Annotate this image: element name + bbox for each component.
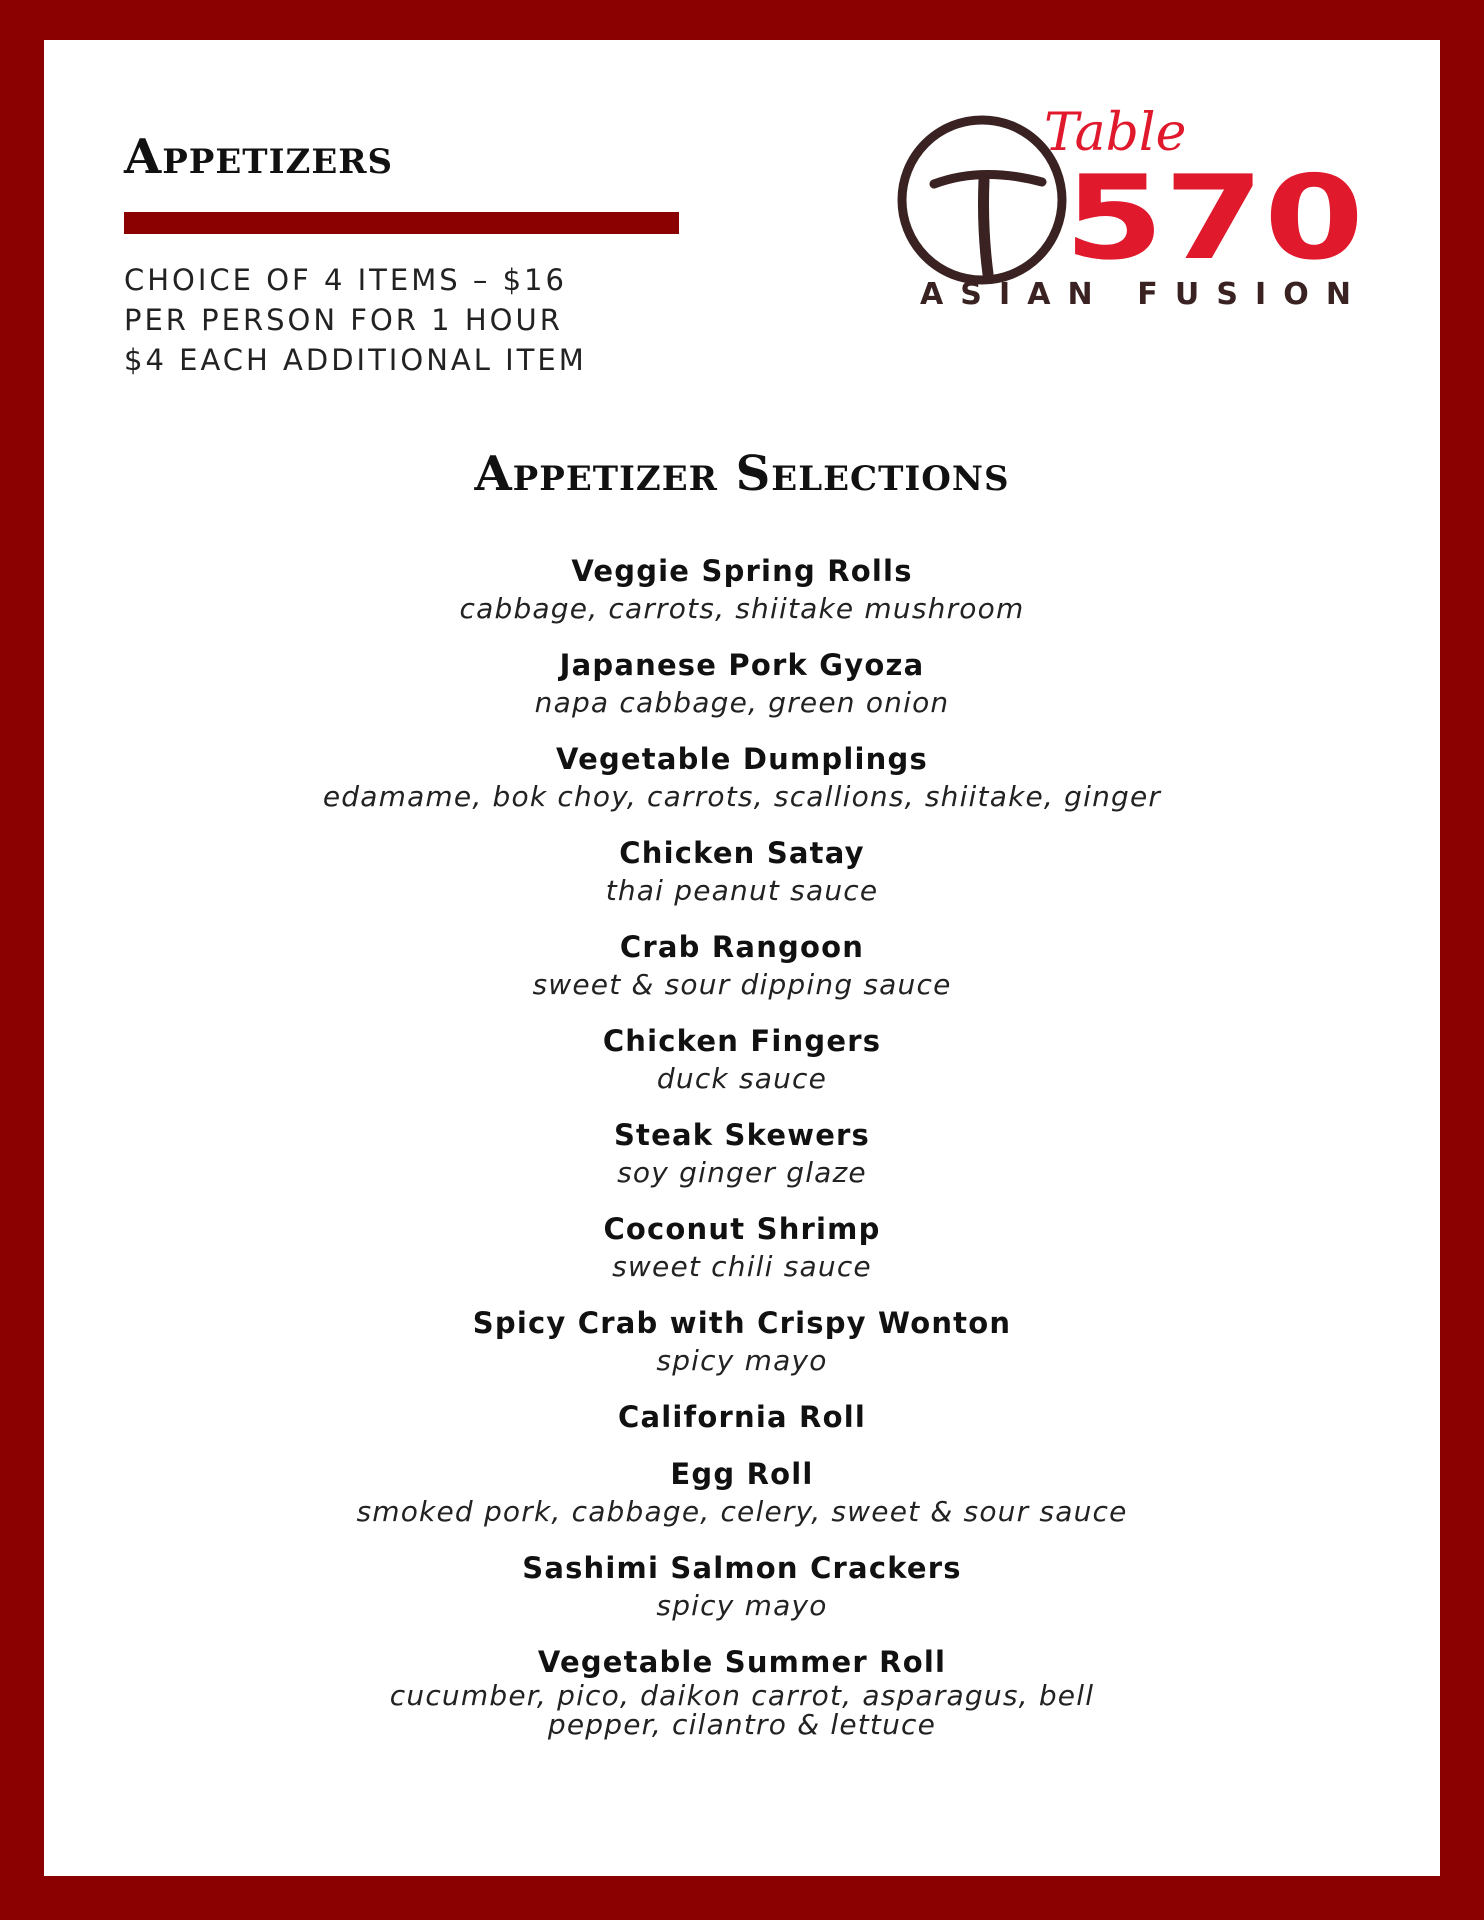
logo-script-word: Table bbox=[1044, 103, 1187, 163]
item-description: soy ginger glaze bbox=[617, 1156, 867, 1189]
page-title: Appetizers bbox=[124, 129, 394, 185]
pricing-line: PER PERSON FOR 1 HOUR bbox=[124, 303, 563, 337]
item-description: edamame, bok choy, carrots, scallions, shiitake, ginger bbox=[322, 780, 1162, 813]
item-description: napa cabbage, green onion bbox=[534, 686, 950, 719]
list-item bbox=[44, 1305, 1440, 1379]
list-item bbox=[44, 1023, 1440, 1097]
list-item bbox=[44, 647, 1440, 721]
selections-title: Appetizer Selections bbox=[474, 446, 1010, 502]
list-item bbox=[44, 1550, 1440, 1624]
list-item bbox=[44, 929, 1440, 1003]
list-item bbox=[44, 1117, 1440, 1191]
item-name: Egg Roll bbox=[670, 1457, 814, 1491]
item-description: duck sauce bbox=[656, 1062, 828, 1095]
logo-number: 570 bbox=[1064, 151, 1364, 286]
pricing-line: $4 EACH ADDITIONAL ITEM bbox=[124, 343, 587, 377]
item-name: Crab Rangoon bbox=[619, 930, 865, 964]
menu-page bbox=[44, 40, 1440, 1876]
pricing-info bbox=[124, 260, 684, 380]
item-name: Steak Skewers bbox=[613, 1118, 871, 1152]
title-underline bbox=[124, 212, 679, 234]
logo-tagline: ASIAN FUSION bbox=[920, 277, 1360, 308]
list-item bbox=[44, 1211, 1440, 1285]
appetizer-list bbox=[44, 553, 1440, 1759]
item-name: Sashimi Salmon Crackers bbox=[522, 1551, 962, 1585]
list-item bbox=[44, 1399, 1440, 1436]
item-name: Vegetable Summer Roll bbox=[537, 1645, 947, 1679]
item-description: smoked pork, cabbage, celery, sweet & sour sauce bbox=[356, 1495, 1128, 1528]
list-item bbox=[44, 835, 1440, 909]
item-description: spicy mayo bbox=[656, 1589, 828, 1622]
item-name: Coconut Shrimp bbox=[603, 1212, 881, 1246]
item-description: sweet & sour dipping sauce bbox=[532, 968, 952, 1001]
list-item bbox=[44, 1456, 1440, 1530]
list-item bbox=[44, 553, 1440, 627]
item-description: sweet chili sauce bbox=[612, 1250, 872, 1283]
item-name: Japanese Pork Gyoza bbox=[559, 648, 925, 682]
list-item bbox=[44, 741, 1440, 815]
item-name: Spicy Crab with Crispy Wonton bbox=[472, 1306, 1012, 1340]
item-name: Chicken Satay bbox=[619, 836, 865, 870]
item-name: California Roll bbox=[618, 1400, 866, 1434]
item-name: Veggie Spring Rolls bbox=[571, 554, 913, 588]
pricing-line: CHOICE OF 4 ITEMS – $16 bbox=[124, 263, 567, 297]
list-item bbox=[44, 1644, 1440, 1739]
item-name: Chicken Fingers bbox=[602, 1024, 882, 1058]
item-name: Vegetable Dumplings bbox=[556, 742, 928, 776]
item-description: thai peanut sauce bbox=[605, 874, 879, 907]
item-description: cabbage, carrots, shiitake mushroom bbox=[459, 592, 1025, 625]
header-section bbox=[124, 126, 684, 380]
restaurant-logo bbox=[892, 88, 1392, 308]
item-description: cucumber, pico, daikon carrot, asparagus, bell pepper, cilantro & lettuce bbox=[389, 1679, 1095, 1741]
item-description: spicy mayo bbox=[656, 1344, 828, 1377]
